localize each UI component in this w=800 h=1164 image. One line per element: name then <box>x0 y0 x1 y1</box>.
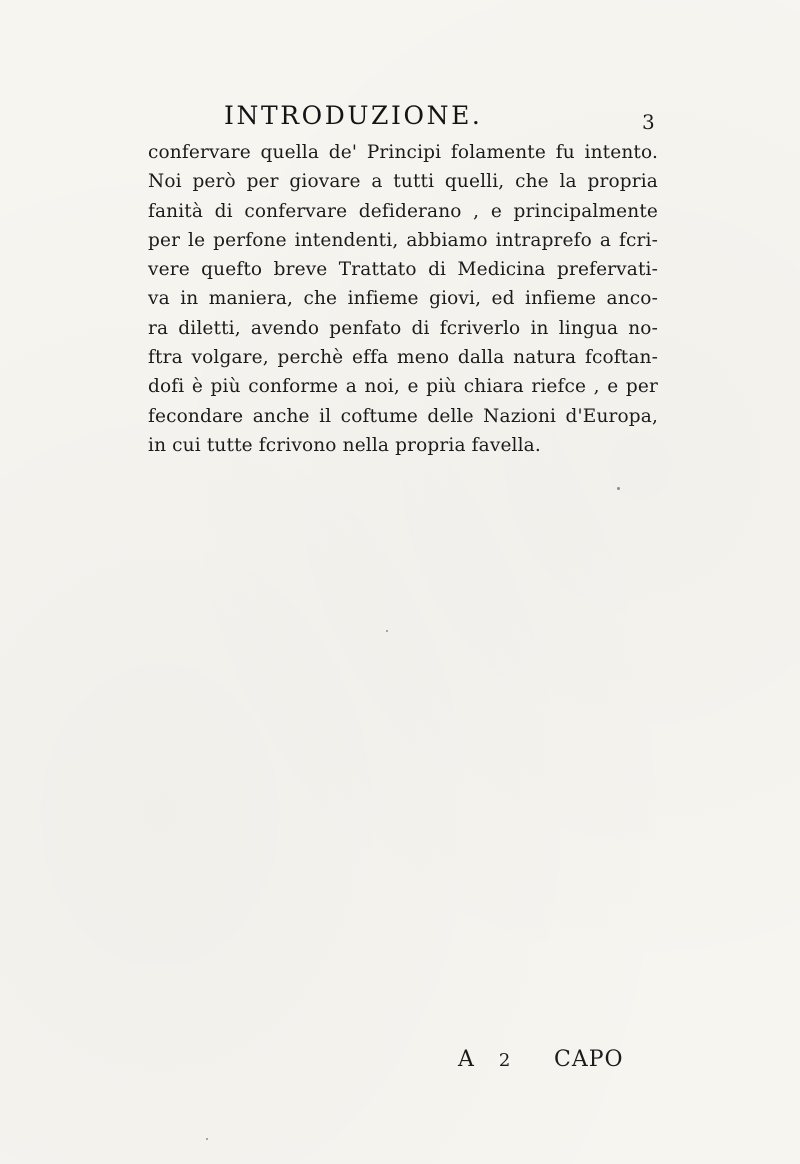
page-header <box>224 98 664 134</box>
text-line-last: in cui tutte fcrivono nella propria favella. <box>148 434 541 456</box>
text-line: va in maniera, che infieme giovi, ed infieme anco- <box>148 288 658 310</box>
text-line: fanità di confervare defiderano , e principalmente <box>148 200 658 222</box>
text-line: vere quefto breve Trattato di Medicina prefervati- <box>148 259 658 281</box>
running-head: INTRODUZIONE. <box>224 101 483 130</box>
signature-mark <box>458 1043 510 1077</box>
page-number: 3 <box>642 110 655 134</box>
ink-speck <box>617 487 620 490</box>
text-line: ftra volgare, perchè effa meno dalla natura fcoftan- <box>148 347 658 369</box>
body-paragraph <box>148 138 658 460</box>
text-line: dofi è più conforme a noi, e più chiara riefce , e per <box>148 376 658 398</box>
ink-speck <box>386 630 388 632</box>
signature-letter: A <box>458 1047 474 1072</box>
text-line: ra diletti, avendo penfato di fcriverlo in lingua no- <box>148 317 658 339</box>
signature-number: 2 <box>498 1050 511 1071</box>
text-line: Noi però per giovare a tutti quelli, che la propria <box>148 171 658 193</box>
text-line: confervare quella de' Principi folamente fu intento. <box>148 142 658 163</box>
catchword: CAPO <box>554 1047 624 1072</box>
ink-speck <box>206 1138 208 1140</box>
text-line: fecondare anche il coftume delle Nazioni d'Europa, <box>148 405 658 427</box>
text-line: per le perfone intendenti, abbiamo intraprefo a fcri- <box>148 229 658 251</box>
